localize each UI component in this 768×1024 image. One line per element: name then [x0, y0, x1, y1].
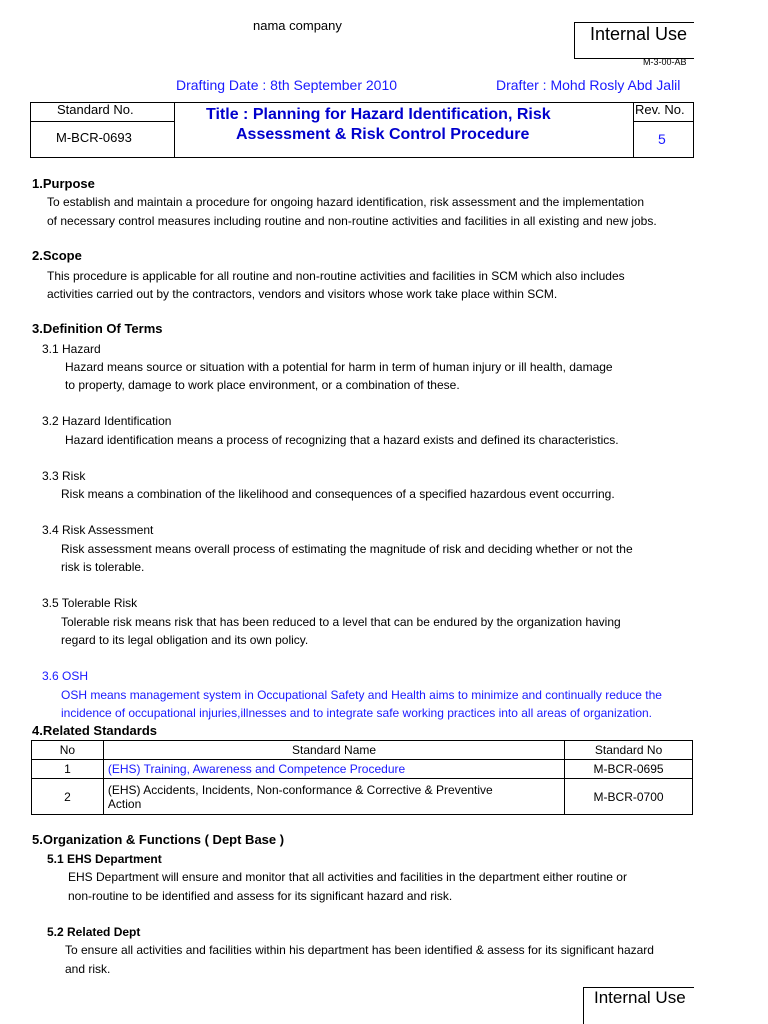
- row-name-line-2: Action: [107, 796, 142, 811]
- org-heading: 5.Organization & Functions ( Dept Base ): [32, 832, 285, 847]
- table-row: [32, 760, 693, 779]
- def-osh-label: 3.6 OSH: [42, 669, 89, 683]
- def-hazard-line-2: to property, damage to work place environment, or a combination of these.: [65, 378, 460, 392]
- def-tr-line-1: Tolerable risk means risk that has been reduced to a level that can be endured by the organization having: [61, 615, 621, 629]
- definitions-heading: 3.Definition Of Terms: [32, 321, 163, 336]
- def-hazard-label: 3.1 Hazard: [42, 342, 101, 356]
- org-rel-line-2: and risk.: [65, 962, 111, 976]
- col-std-header: Standard No: [565, 741, 693, 760]
- document-code: M-3-00-AB: [643, 57, 687, 67]
- def-hazard-line-1: Hazard means source or situation with a potential for harm in term of human injury or ill health, damage: [65, 360, 613, 374]
- row-no: 1: [32, 760, 104, 779]
- purpose-heading: 1.Purpose: [32, 176, 95, 191]
- related-heading: 4.Related Standards: [32, 723, 157, 738]
- standard-no-label: Standard No.: [57, 102, 134, 117]
- row-std: M-BCR-0700: [565, 779, 693, 815]
- org-ehs-line-1: EHS Department will ensure and monitor that all activities and facilities in the department either routine or: [68, 870, 627, 884]
- def-hazid-line-1: Hazard identification means a process of recognizing that a hazard exists and defined its characteristics.: [65, 433, 619, 447]
- row-name-line-1: (EHS) Accidents, Incidents, Non-conformance & Corrective & Preventive: [107, 782, 493, 797]
- def-ra-line-2: risk is tolerable.: [61, 560, 145, 574]
- row-std: M-BCR-0695: [565, 760, 693, 779]
- drafting-date: Drafting Date : 8th September 2010: [176, 77, 398, 93]
- table-header-row: [32, 741, 693, 760]
- classification-label: Internal Use: [590, 24, 688, 44]
- def-tr-line-2: regard to its legal obligation and its own policy.: [61, 633, 309, 647]
- def-tr-label: 3.5 Tolerable Risk: [42, 596, 138, 610]
- def-hazid-label: 3.2 Hazard Identification: [42, 414, 172, 428]
- footer-classification: Internal Use: [594, 988, 686, 1007]
- rev-label: Rev. No.: [635, 102, 685, 117]
- org-ehs-label: 5.1 EHS Department: [47, 852, 162, 866]
- def-risk-label: 3.3 Risk: [42, 469, 86, 483]
- title-line-2: Assessment & Risk Control Procedure: [236, 126, 530, 143]
- drafter: Drafter : Mohd Rosly Abd Jalil: [496, 77, 681, 93]
- org-rel-label: 5.2 Related Dept: [47, 925, 141, 939]
- row-name: [103, 779, 564, 815]
- row-no: 2: [32, 779, 104, 815]
- def-osh-line-2: incidence of occupational injuries,illnesses and to integrate safe working practices into all areas of organization.: [61, 706, 653, 720]
- org-ehs-line-2: non-routine to be identified and assess for its significant hazard and risk.: [68, 889, 453, 903]
- purpose-line-2: of necessary control measures including routine and non-routine activities and facilities in all existing and new jobs.: [47, 214, 657, 228]
- table-row: [32, 779, 693, 815]
- org-rel-line-1: To ensure all activities and facilities within his department has been identified & assess for its significant hazard: [65, 943, 654, 957]
- purpose-line-1: To establish and maintain a procedure for ongoing hazard identification, risk assessment and the implementation: [47, 195, 645, 209]
- related-standards-table: [31, 740, 693, 815]
- rev-value: 5: [658, 131, 666, 147]
- scope-heading: 2.Scope: [32, 248, 82, 263]
- def-ra-line-1: Risk assessment means overall process of estimating the magnitude of risk and deciding whether or not the: [61, 542, 633, 556]
- scope-line-1: This procedure is applicable for all routine and non-routine activities and facilities in SCM which also includes: [47, 269, 625, 283]
- scope-line-2: activities carried out by the contractors, vendors and visitors whose work take place within SCM.: [47, 287, 558, 301]
- title-line-1: Title : Planning for Hazard Identification, Risk: [206, 106, 551, 123]
- row-name: (EHS) Training, Awareness and Competence Procedure: [103, 760, 564, 779]
- def-osh-line-1: OSH means management system in Occupational Safety and Health aims to minimize and continually reduce the: [61, 688, 662, 702]
- def-ra-label: 3.4 Risk Assessment: [42, 523, 154, 537]
- col-name-header: Standard Name: [103, 741, 564, 760]
- standard-no-value: M-BCR-0693: [56, 130, 132, 145]
- company-name: nama company: [253, 18, 342, 33]
- def-risk-line-1: Risk means a combination of the likelihood and consequences of a specified hazardous event occurring.: [61, 487, 615, 501]
- col-no-header: No: [32, 741, 104, 760]
